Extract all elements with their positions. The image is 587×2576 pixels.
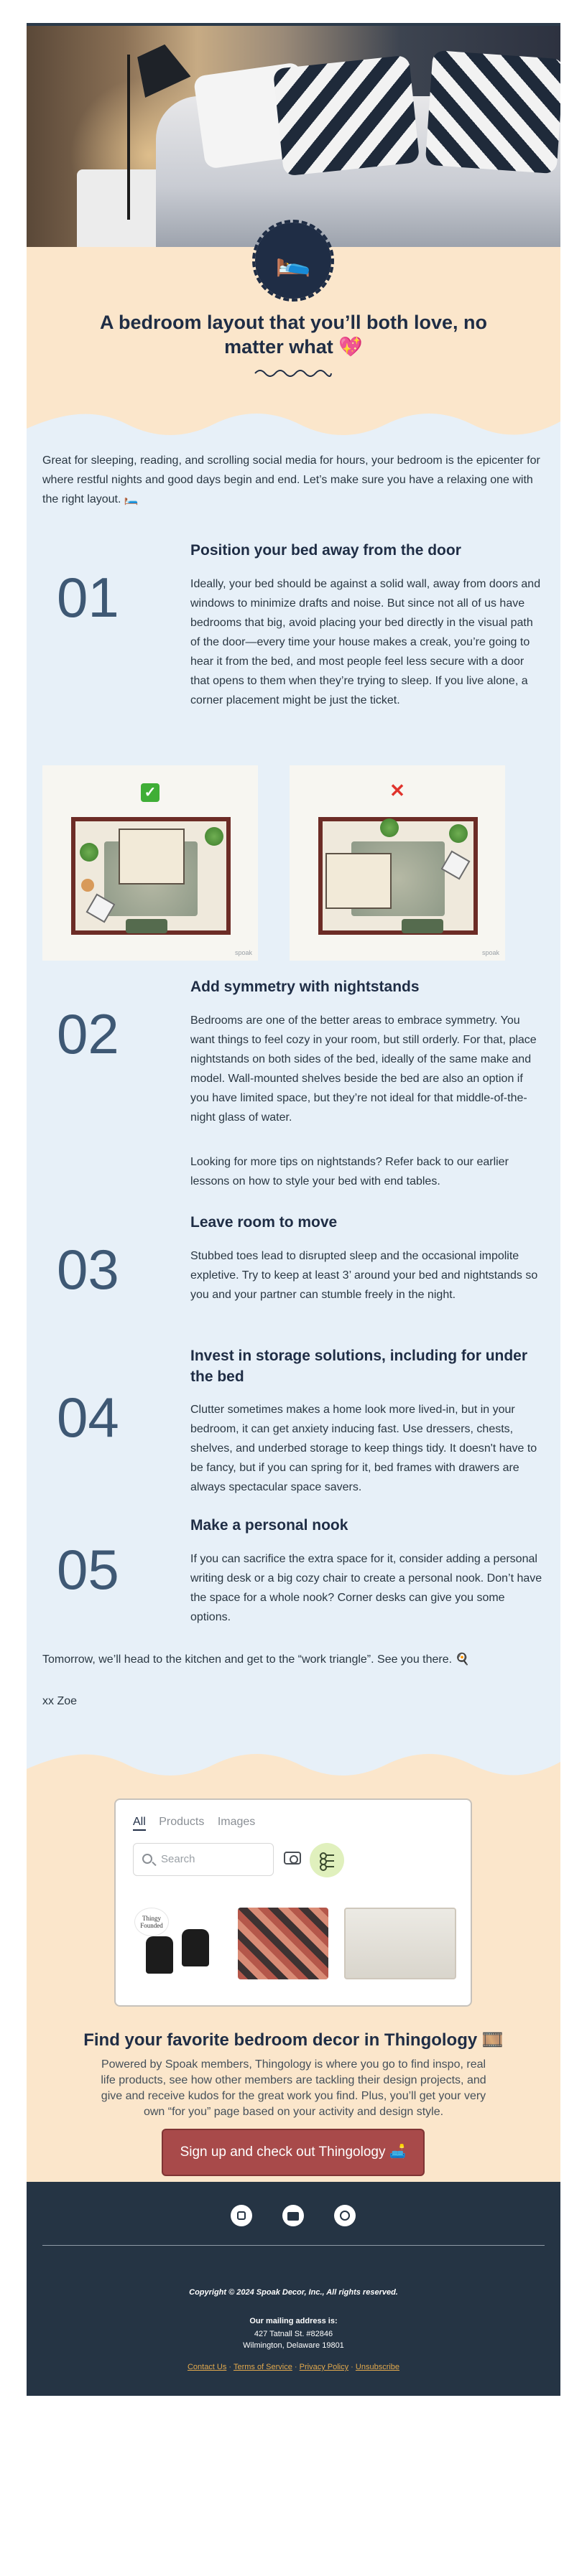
unsubscribe-link[interactable]: Unsubscribe: [355, 2363, 400, 2371]
bed-badge-icon: 🛌: [255, 223, 331, 299]
camera-icon[interactable]: [284, 1852, 301, 1865]
wave-top-divider: [27, 407, 560, 439]
terms-link[interactable]: Terms of Service: [233, 2363, 292, 2371]
product-thumbnail-rug[interactable]: [238, 1908, 328, 1979]
step-number: 04: [57, 1386, 119, 1449]
thingology-title: Find your favorite bedroom decor in Thingology 🎞️: [83, 2030, 504, 2050]
thingology-preview-card[interactable]: [114, 1798, 472, 2007]
pinterest-icon[interactable]: [334, 2205, 356, 2226]
good-floor-plan: ✓ spoak: [42, 765, 258, 961]
footer-links: Contact Us · Terms of Service · Privacy Policy · Unsubscribe: [187, 2363, 400, 2371]
intro-section: [27, 247, 560, 408]
signup-thingology-button[interactable]: Sign up and check out Thingology 🛋️: [162, 2129, 425, 2176]
step-title: Leave room to move: [190, 1214, 338, 1231]
thingology-description: Powered by Spoak members, Thingology is where you go to find inspo, real life products, see how other members are tackling their design projects, and give and receive kudos for the great work you find. Plus, you’ll get your very own “for you” page based on your activity and design style.: [101, 2058, 486, 2118]
featured-tag: Thingy Founded: [134, 1908, 169, 1936]
tab-products[interactable]: Products: [159, 1816, 205, 1828]
closing-text: Tomorrow, we’ll head to the kitchen and get to the “work triangle”. See you there. 🍳: [42, 1653, 470, 1666]
footer: [27, 2182, 560, 2396]
preview-tabs: [133, 1816, 265, 1829]
tab-images[interactable]: Images: [217, 1816, 256, 1828]
intro-text: Great for sleeping, reading, and scrolling social media for hours, your bedroom is the epicenter for where restful nights and good days begin and end. Let’s make sure you have a relaxing one with the right layout. 🛏️: [42, 454, 540, 505]
search-input[interactable]: Search: [133, 1843, 274, 1876]
step-title: Invest in storage solutions, including for under the bed: [190, 1348, 528, 1385]
signoff: xx Zoe: [42, 1695, 78, 1707]
step-body: Bedrooms are one of the better areas to embrace symmetry. You want things to feel cozy in your room, but still orderly. For that, place nightstands on both sides of the bed, ideally of the same make and model. Wall-mounted shelves beside the bed are also an option if you have limited space, but they’re not ideal for that middle-of-the-night glass of water.: [190, 1014, 537, 1124]
x-mark-icon: ✕: [389, 780, 405, 801]
floor-plan-comparison: [42, 765, 545, 961]
step-number: 05: [57, 1538, 119, 1601]
footer-divider: [42, 2245, 545, 2246]
step-body: If you can sacrifice the extra space for it, consider adding a personal writing desk or a big cozy chair to create a personal nook. Don’t have the space for a whole nook? Corner desks can give you some options.: [190, 1553, 542, 1623]
main-section: [27, 408, 560, 1748]
step-title: Add symmetry with nightstands: [190, 979, 420, 995]
search-icon: [142, 1854, 152, 1864]
step-number: 03: [57, 1238, 119, 1301]
product-thumbnail-chairs[interactable]: [131, 1908, 222, 1979]
step-body: Stubbed toes lead to disrupted sleep and the occasional impolite expletive. Try to keep at least 3’ around your bed and nightstands so you and your partner can stumble freely in the night.: [190, 1250, 538, 1301]
page-title: A bedroom layout that you’ll both love, no matter what 💖: [100, 312, 487, 358]
address-label: Our mailing address is:: [249, 2317, 338, 2325]
step-title: Make a personal nook: [190, 1517, 348, 1534]
hero-image: [27, 26, 560, 247]
squiggle-divider-icon: [254, 366, 333, 381]
step-body: Ideally, your bed should be against a solid wall, away from doors and windows to minimize drafts and noise. But since not all of us have bedrooms that big, avoid placing your bed directly in the visual path of the door—every time your house makes a creak, you’re going to hear it from the bed, and most people feel less secure with a door that opens to them when they’re trying to sleep. If you live alone, a corner placement might be just the ticket.: [190, 578, 541, 706]
filter-button[interactable]: [310, 1843, 344, 1877]
step-number: 01: [57, 566, 119, 629]
privacy-link[interactable]: Privacy Policy: [299, 2363, 349, 2371]
checkmark-icon: ✓: [42, 780, 258, 802]
address-line-2: Wilmington, Delaware 19801: [243, 2341, 344, 2350]
contact-link[interactable]: Contact Us: [187, 2363, 227, 2371]
step-title: Position your bed away from the door: [190, 542, 461, 559]
tab-all[interactable]: All: [133, 1816, 146, 1831]
youtube-icon[interactable]: [282, 2205, 304, 2226]
copyright: Copyright © 2024 Spoak Decor, Inc., All rights reserved.: [189, 2288, 398, 2297]
step-body-extra: Looking for more tips on nightstands? Refer back to our earlier lessons on how to style your bed with end tables.: [190, 1156, 509, 1187]
instagram-icon[interactable]: [231, 2205, 252, 2226]
wave-divider: [27, 1747, 560, 1779]
email-container: [27, 23, 560, 2396]
thingology-section: [27, 1748, 560, 2182]
step-body: Clutter sometimes makes a home look more lived-in, but in your bedroom, it can get anxiety inducing fast. Use dressers, chests, shelves, and underbed storage to keep things tidy. It doesn't have to be fancy, but if you can spring for it, bed frames with drawers are always spectacular space savers.: [190, 1404, 537, 1493]
bad-floor-plan: ✕ spoak: [290, 765, 505, 961]
step-number: 02: [57, 1002, 119, 1065]
product-thumbnail-sideboard[interactable]: [344, 1908, 456, 1979]
address-line-1: 427 Tatnall St. #82846: [254, 2330, 333, 2338]
